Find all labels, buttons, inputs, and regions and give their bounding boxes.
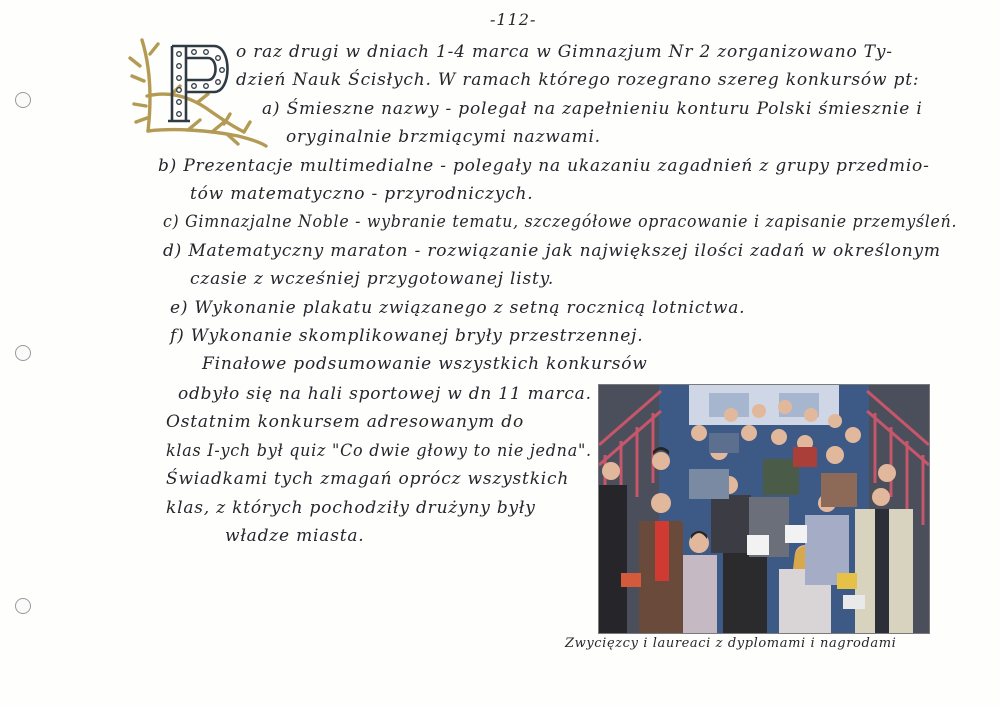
summary-line: władze miasta. [225,526,365,546]
summary-line: klas I-ych był quiz "Co dwie głowy to nie jedna". [166,441,592,461]
list-item-b-cont: tów matematyczno - przyrodniczych. [190,184,534,204]
list-item-d-cont: czasie z wcześniej przygotowanej listy. [190,269,555,289]
binder-hole [15,345,31,361]
binder-hole [15,598,31,614]
summary-line: Świadkami tych zmagań oprócz wszystkich [166,469,570,489]
list-item-f: f) Wykonanie skomplikowanej bryły przestrzennej. [170,326,644,346]
paragraph-line: dzień Nauk Ścisłych. W ramach którego rozegrano szereg konkursów pt: [236,70,920,90]
list-item-b: b) Prezentacje multimedialne - polegały na ukazaniu zagadnień z grupy przedmio- [158,156,930,176]
list-item-d: d) Matematyczny maraton - rozwiązanie jak największej ilości zadań w określonym [163,241,941,261]
photo-caption: Zwycięzcy i laureaci z dyplomami i nagrodami [565,636,897,651]
page-number: -112- [490,10,537,29]
group-photo [598,384,930,634]
summary-line: Finałowe podsumowanie wszystkich konkursów [202,354,648,374]
list-item-a: a) Śmieszne nazwy - polegał na zapełnieniu konturu Polski śmiesznie i [262,99,923,119]
list-item-c: c) Gimnazjalne Noble - wybranie tematu, szczegółowe opracowanie i zapisanie przemyśleń. [163,212,958,232]
summary-line: Ostatnim konkursem adresowanym do [166,412,524,432]
binder-hole [15,92,31,108]
summary-line: klas, z których pochodziły drużyny były [166,498,536,518]
list-item-a-cont: oryginalnie brzmiącymi nazwami. [286,127,601,147]
summary-line: odbyło się na hali sportowej w dn 11 marca. [178,384,592,404]
group-photo-image [599,385,929,633]
paragraph-line: o raz drugi w dniach 1-4 marca w Gimnazjum Nr 2 zorganizowano Ty- [236,42,893,62]
list-item-e: e) Wykonanie plakatu związanego z setną rocznicą lotnictwa. [170,298,746,318]
